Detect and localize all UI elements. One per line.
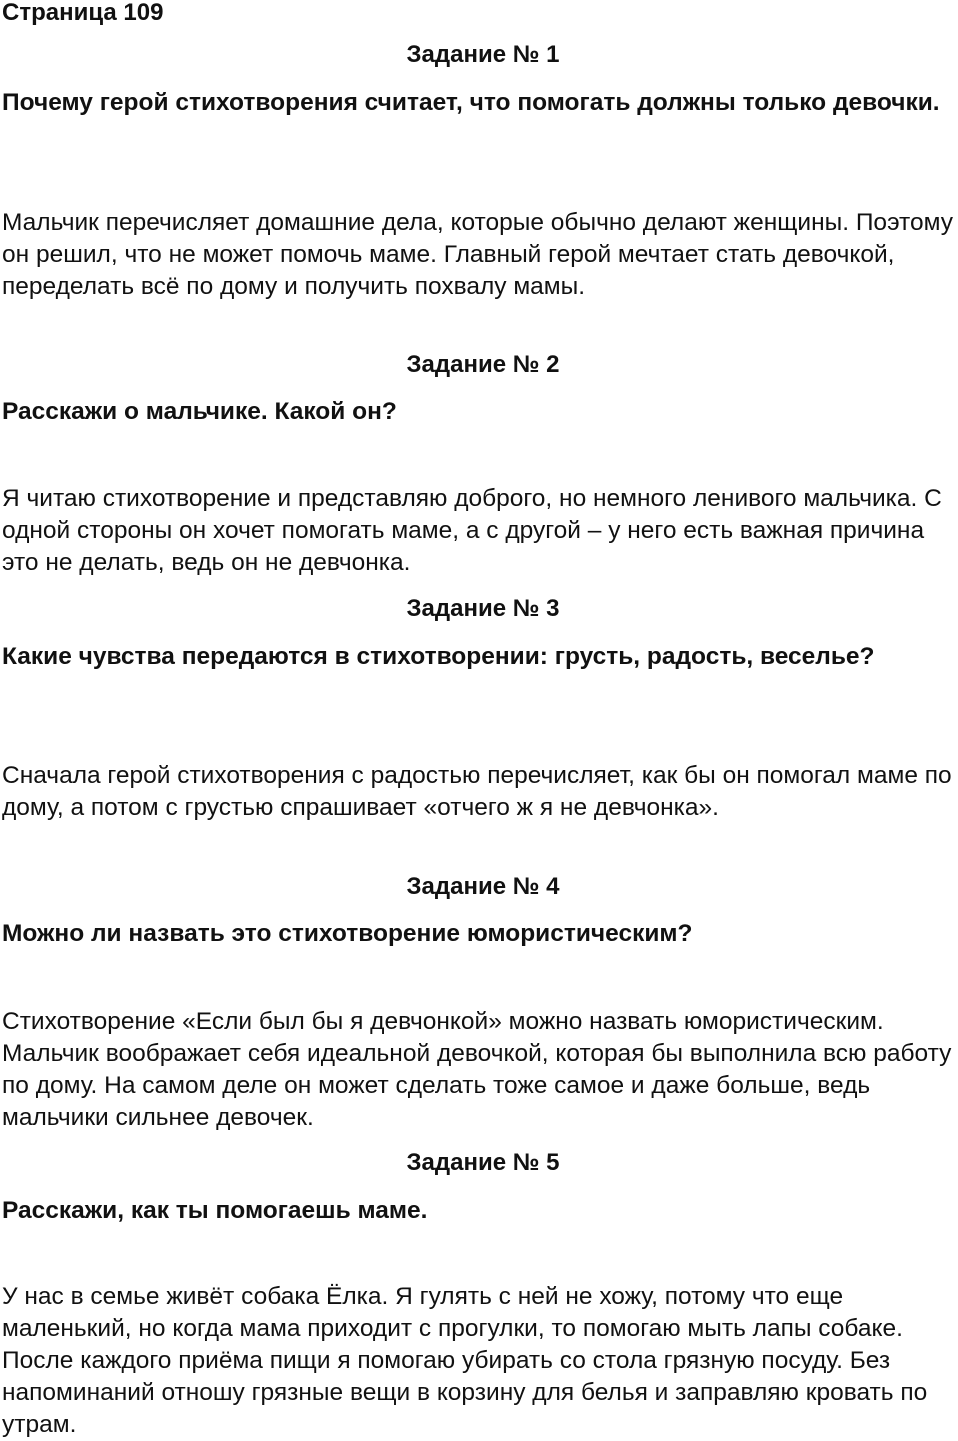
task-1-heading: Задание № 1 — [406, 41, 560, 68]
task-1-answer: Мальчик перечисляет домашние дела, которые обычно делают женщины. Поэтому он решил, что не может помочь маме. Главный герой мечтает стать девочкой, переделать всё по дому и получить похвалу мамы. — [2, 209, 953, 300]
task-2-answer: Я читаю стихотворение и представляю доброго, но немного ленивого мальчика. С одной стороны он хочет помогать маме, а с другой – у него есть важная причина это не делать, ведь он не девчонка. — [2, 485, 942, 576]
task-2-question: Расскажи о мальчике. Какой он? — [2, 398, 397, 425]
task-3-heading: Задание № 3 — [406, 595, 560, 622]
task-4-heading: Задание № 4 — [406, 873, 560, 900]
task-5-heading: Задание № 5 — [406, 1149, 560, 1176]
task-2-heading: Задание № 2 — [406, 351, 560, 378]
task-4-answer: Стихотворение «Если был бы я девчонкой» можно назвать юмористическим. Мальчик воображает себя идеальной девочкой, которая бы выполнила всю работу по дому. На самом деле он может сделать тоже самое и даже больше, ведь мальчики сильнее девочек. — [2, 1008, 952, 1131]
task-5-question: Расскажи, как ты помогаешь маме. — [2, 1197, 428, 1224]
task-3-answer: Сначала герой стихотворения с радостью перечисляет, как бы он помогал маме по дому, а потом с грустью спрашивает «отчего ж я не девчонка». — [2, 762, 952, 821]
page-title: Страница 109 — [2, 0, 164, 26]
task-4-question: Можно ли назвать это стихотворение юмористическим? — [2, 920, 693, 947]
task-1-question: Почему герой стихотворения считает, что помогать должны только девочки. — [2, 89, 940, 116]
task-5-answer: У нас в семье живёт собака Ёлка. Я гулять с ней не хожу, потому что еще маленький, но когда мама приходит с прогулки, то помогаю мыть лапы собаке. После каждого приёма пищи я помогаю убирать со стола грязную посуду. Без напоминаний отношу грязные вещи в корзину для белья и заправляю кровать по утрам. — [2, 1283, 928, 1438]
task-3-question: Какие чувства передаются в стихотворении: грусть, радость, веселье? — [2, 643, 875, 670]
